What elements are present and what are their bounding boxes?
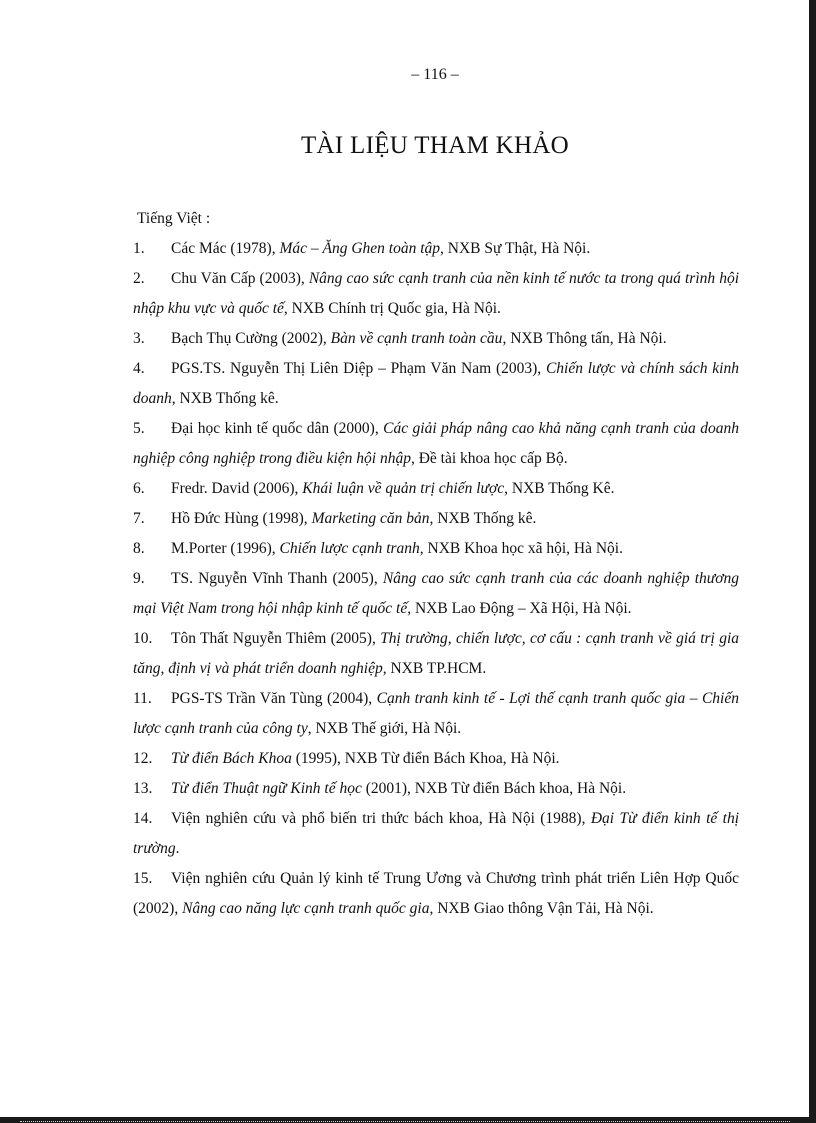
reference-title: Chiến lược và chính sách kinh doanh xyxy=(133,360,739,407)
page-border-right xyxy=(809,0,816,1123)
reference-title: Nâng cao sức cạnh tranh của các doanh nghiệp thương mại Việt Nam trong hội nhập kinh tế quốc tế, xyxy=(133,570,739,617)
reference-publisher: , NXB Sự Thật, Hà Nội. xyxy=(440,240,591,257)
reference-author: M.Porter (1996), xyxy=(171,540,280,557)
reference-item xyxy=(133,624,739,684)
reference-publisher: NXB Lao Động – Xã Hội, Hà Nội. xyxy=(411,600,632,617)
reference-title: Mác – Ăng Ghen toàn tập xyxy=(279,240,441,257)
reference-item xyxy=(133,354,739,414)
reference-publisher: , NXB Thế giới, Hà Nội. xyxy=(307,720,462,737)
reference-item xyxy=(133,504,739,534)
footer-dotted-line xyxy=(20,1121,790,1122)
reference-item xyxy=(133,234,739,264)
reference-title: Marketing căn bản, xyxy=(311,510,434,527)
reference-title: Thị trường, chiến lược, cơ cấu : cạnh tranh về giá trị gia tăng, định vị và phát triển doanh nghiệp, xyxy=(133,630,739,677)
reference-publisher: , Đề tài khoa học cấp Bộ. xyxy=(410,450,568,467)
reference-author: TS. Nguyễn Vĩnh Thanh (2005), xyxy=(171,570,383,587)
reference-publisher: , NXB Thống kê. xyxy=(171,390,279,407)
reference-publisher: . xyxy=(175,840,180,857)
reference-item xyxy=(133,414,739,474)
reference-publisher: NXB Thống Kê. xyxy=(508,480,615,497)
reference-item xyxy=(133,804,739,864)
reference-item xyxy=(133,864,739,924)
reference-number: 9. xyxy=(133,570,145,587)
reference-number: 8. xyxy=(133,540,145,557)
reference-number: 5. xyxy=(133,420,145,437)
reference-number: 10. xyxy=(133,630,153,647)
reference-number: 6. xyxy=(133,480,145,497)
reference-author: PGS.TS. Nguyễn Thị Liên Diệp – Phạm Văn Nam (2003), xyxy=(171,360,546,377)
reference-number: 12. xyxy=(133,750,153,767)
reference-number: 4. xyxy=(133,360,145,377)
reference-title: Đại Từ điển kinh tế thị trường xyxy=(133,810,739,857)
reference-item xyxy=(133,264,739,324)
reference-author: Bạch Thụ Cường (2002), xyxy=(171,330,331,347)
reference-number: 14. xyxy=(133,810,153,827)
reference-author: Chu Văn Cấp (2003), xyxy=(171,270,309,287)
reference-number: 3. xyxy=(133,330,145,347)
reference-author: PGS-TS Trần Văn Tùng (2004), xyxy=(171,690,377,707)
reference-author: Các Mác (1978), xyxy=(171,240,280,257)
reference-title: Bàn về cạnh tranh toàn cầu xyxy=(330,330,503,347)
reference-item xyxy=(133,774,739,804)
reference-item xyxy=(133,324,739,354)
reference-number: 1. xyxy=(133,240,145,257)
reference-publisher: NXB TP.HCM. xyxy=(386,660,487,677)
reference-title: Nâng cao năng lực cạnh tranh quốc gia xyxy=(182,900,430,917)
page-border-bottom xyxy=(0,1117,816,1123)
reference-item xyxy=(133,534,739,564)
reference-title: Chiến lược cạnh tranh, xyxy=(279,540,424,557)
reference-item xyxy=(133,684,739,744)
reference-publisher: , NXB Giao thông Vận Tải, Hà Nội. xyxy=(429,900,654,917)
reference-title: Nâng cao sức cạnh tranh của nền kinh tế nước ta trong quá trình hội nhập khu vực và quốc tế xyxy=(133,270,739,317)
reference-item xyxy=(133,744,739,774)
reference-title: Cạnh tranh kinh tế - Lợi thế cạnh tranh quốc gia – Chiến lược cạnh tranh của công ty xyxy=(133,690,739,737)
reference-item xyxy=(133,474,739,504)
reference-number: 15. xyxy=(133,870,153,887)
reference-publisher: , NXB Thông tấn, Hà Nội. xyxy=(502,330,667,347)
reference-number: 7. xyxy=(133,510,145,527)
reference-publisher: NXB Thống kê. xyxy=(433,510,537,527)
reference-number: 11. xyxy=(133,690,152,707)
reference-item xyxy=(133,564,739,624)
references-content xyxy=(133,204,739,924)
reference-title: Từ điển Thuật ngữ Kinh tế học xyxy=(171,780,362,797)
reference-author: Viện nghiên cứu Quản lý kinh tế Trung Ương và Chương trình phát triển Liên Hợp Quốc (2002), xyxy=(133,870,739,917)
reference-title: Từ điển Bách Khoa xyxy=(171,750,292,767)
reference-author: Tôn Thất Nguyễn Thiêm (2005), xyxy=(171,630,381,647)
reference-title: Khái luận về quản trị chiến lược, xyxy=(302,480,509,497)
reference-list xyxy=(133,234,739,924)
reference-publisher: , NXB Chính trị Quốc gia, Hà Nội. xyxy=(283,300,501,317)
reference-author: Đại học kinh tế quốc dân (2000), xyxy=(171,420,384,437)
reference-publisher: NXB Khoa học xã hội, Hà Nội. xyxy=(423,540,623,557)
page-title: TÀI LIỆU THAM KHẢO xyxy=(300,132,570,159)
reference-title: Các giải pháp nâng cao khả năng cạnh tranh của doanh nghiệp công nghiệp trong điều kiện hội nhập xyxy=(133,420,739,467)
reference-author: Fredr. David (2006), xyxy=(171,480,303,497)
reference-publisher: (1995), NXB Từ điển Bách Khoa, Hà Nội. xyxy=(291,750,560,767)
reference-author: Hồ Đức Hùng (1998), xyxy=(171,510,312,527)
section-label: Tiếng Việt : xyxy=(137,210,211,227)
reference-number: 2. xyxy=(133,270,145,287)
reference-author: Viện nghiên cứu và phổ biến tri thức bách khoa, Hà Nội (1988), xyxy=(171,810,591,827)
page-number: – 116 – xyxy=(411,66,459,83)
reference-number: 13. xyxy=(133,780,153,797)
reference-publisher: (2001), NXB Từ điển Bách khoa, Hà Nội. xyxy=(361,780,627,797)
